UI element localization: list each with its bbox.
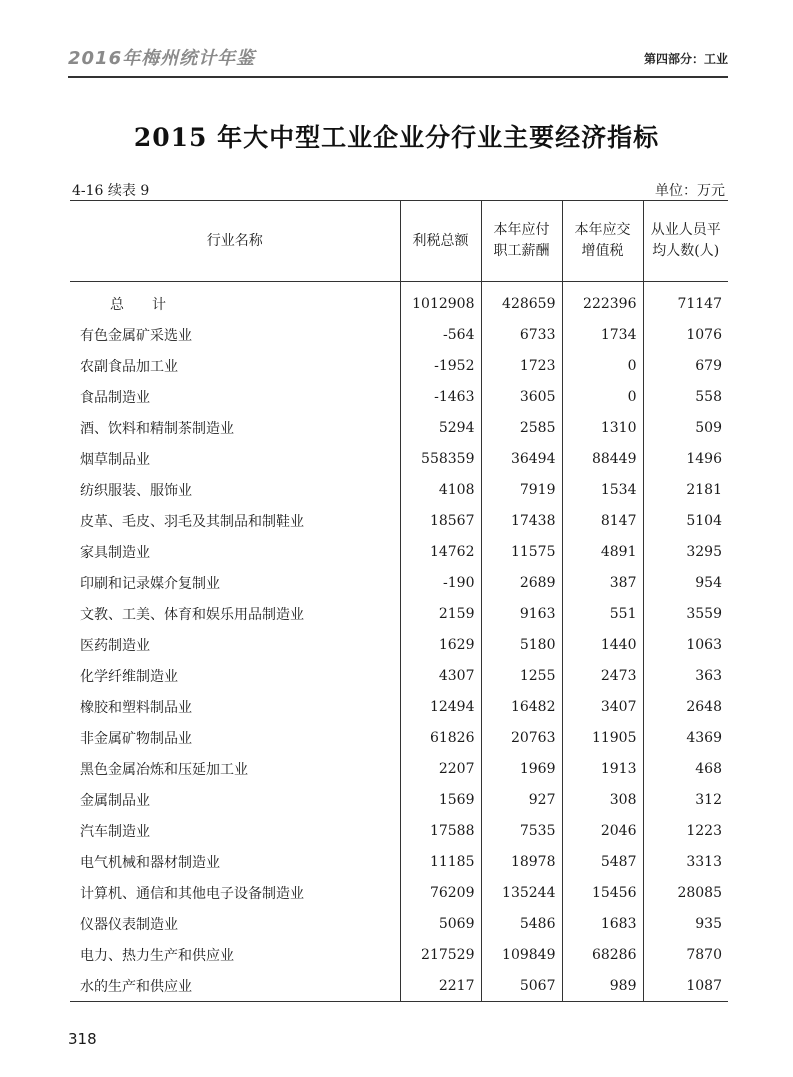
- profit-tax-cell: -564: [400, 319, 481, 350]
- industry-name-cell: 总 计: [110, 296, 166, 313]
- wages-cell: 20763: [481, 722, 562, 753]
- wages-cell: 1255: [481, 660, 562, 691]
- table-row: [70, 660, 728, 691]
- wages-cell: 2689: [481, 567, 562, 598]
- wages-cell: 428659: [481, 282, 562, 320]
- employees-cell: 1076: [643, 319, 728, 350]
- table-row: [70, 443, 728, 474]
- employees-cell: 4369: [643, 722, 728, 753]
- wages-cell: 927: [481, 784, 562, 815]
- vat-cell: 308: [562, 784, 643, 815]
- industry-name-cell: 非金属矿物制品业: [80, 730, 192, 747]
- industry-name-cell: 金属制品业: [80, 792, 150, 809]
- wages-cell: 5180: [481, 629, 562, 660]
- table-row: [70, 939, 728, 970]
- vat-cell: 1683: [562, 908, 643, 939]
- employees-cell: 71147: [643, 282, 728, 320]
- industry-name-cell: 水的生产和供应业: [70, 970, 400, 1002]
- table-row: [70, 536, 728, 567]
- section-label: 第四部分：工业: [643, 52, 728, 66]
- employees-cell: 1063: [643, 629, 728, 660]
- employees-cell: 2648: [643, 691, 728, 722]
- employees-cell: 3313: [643, 846, 728, 877]
- employees-cell: 679: [643, 350, 728, 381]
- table-row: [70, 505, 728, 536]
- vat-cell: 989: [562, 970, 643, 1002]
- total-row: [70, 282, 728, 320]
- vat-cell: 1440: [562, 629, 643, 660]
- vat-cell: 222396: [562, 282, 643, 320]
- table-row: [70, 629, 728, 660]
- vat-cell: 3407: [562, 691, 643, 722]
- table-row: [70, 598, 728, 629]
- industry-name-cell: 印刷和记录媒介复制业: [80, 575, 220, 592]
- vat-cell: 2046: [562, 815, 643, 846]
- wages-cell: 17438: [481, 505, 562, 536]
- profit-tax-cell: 4307: [400, 660, 481, 691]
- profit-tax-cell: 1012908: [400, 282, 481, 320]
- table-row: [70, 567, 728, 598]
- industry-name-cell: 橡胶和塑料制品业: [80, 699, 192, 716]
- profit-tax-cell: -190: [400, 567, 481, 598]
- wages-cell: 7535: [481, 815, 562, 846]
- industry-name-cell: 酒、饮料和精制茶制造业: [80, 420, 234, 437]
- column-header-employees: 从业人员平 均人数(人): [643, 201, 728, 282]
- wages-cell: 9163: [481, 598, 562, 629]
- table-row: [70, 877, 728, 908]
- table-row: [70, 319, 728, 350]
- vat-cell: 1310: [562, 412, 643, 443]
- industry-name-cell: 农副食品加工业: [80, 358, 178, 375]
- table-row: [70, 846, 728, 877]
- profit-tax-cell: 2159: [400, 598, 481, 629]
- industry-name-cell: 有色金属矿采选业: [80, 327, 192, 344]
- profit-tax-cell: 5069: [400, 908, 481, 939]
- vat-cell: 4891: [562, 536, 643, 567]
- employees-cell: 468: [643, 753, 728, 784]
- vat-cell: 68286: [562, 939, 643, 970]
- profit-tax-cell: 11185: [400, 846, 481, 877]
- industry-name-cell: 化学纤维制造业: [80, 668, 178, 685]
- table-row: [70, 381, 728, 412]
- industry-name-cell: 烟草制品业: [80, 451, 150, 468]
- profit-tax-cell: 2207: [400, 753, 481, 784]
- profit-tax-cell: 12494: [400, 691, 481, 722]
- industry-name-cell: 纺织服装、服饰业: [80, 482, 192, 499]
- employees-cell: 312: [643, 784, 728, 815]
- wages-cell: 1969: [481, 753, 562, 784]
- table-row: [70, 474, 728, 505]
- vat-cell: 551: [562, 598, 643, 629]
- vat-cell: 2473: [562, 660, 643, 691]
- vat-cell: 1534: [562, 474, 643, 505]
- page-header: [68, 42, 728, 78]
- profit-tax-cell: 5294: [400, 412, 481, 443]
- table-row: [70, 908, 728, 939]
- industry-name-cell: 医药制造业: [80, 637, 150, 654]
- vat-cell: 0: [562, 350, 643, 381]
- table-body: [70, 282, 728, 1002]
- wages-cell: 36494: [481, 443, 562, 474]
- wages-cell: 11575: [481, 536, 562, 567]
- table-row: [70, 784, 728, 815]
- column-header-industry: 行业名称: [70, 201, 400, 282]
- column-header-wages: 本年应付 职工薪酬: [481, 201, 562, 282]
- table-row: [70, 815, 728, 846]
- employees-cell: 28085: [643, 877, 728, 908]
- table-row: [70, 722, 728, 753]
- profit-tax-cell: 14762: [400, 536, 481, 567]
- industry-name-cell: 家具制造业: [80, 544, 150, 561]
- employees-cell: 1496: [643, 443, 728, 474]
- wages-cell: 135244: [481, 877, 562, 908]
- wages-cell: 109849: [481, 939, 562, 970]
- profit-tax-cell: -1952: [400, 350, 481, 381]
- industry-name-cell: 皮革、毛皮、羽毛及其制品和制鞋业: [80, 513, 304, 530]
- wages-cell: 18978: [481, 846, 562, 877]
- page-number: 318: [68, 1030, 97, 1048]
- wages-cell: 5067: [481, 970, 562, 1002]
- vat-cell: 11905: [562, 722, 643, 753]
- industry-name-cell: 仪器仪表制造业: [80, 916, 178, 933]
- wages-cell: 7919: [481, 474, 562, 505]
- table-code: 4-16 续表 9: [72, 183, 150, 199]
- profit-tax-cell: 17588: [400, 815, 481, 846]
- industry-name-cell: 食品制造业: [80, 389, 150, 406]
- column-header-profit-tax: 利税总额: [400, 201, 481, 282]
- vat-cell: 0: [562, 381, 643, 412]
- profit-tax-cell: 76209: [400, 877, 481, 908]
- industry-name-cell: 电气机械和器材制造业: [80, 854, 220, 871]
- industry-name-cell: 汽车制造业: [80, 823, 150, 840]
- employees-cell: 2181: [643, 474, 728, 505]
- vat-cell: 8147: [562, 505, 643, 536]
- profit-tax-cell: 1569: [400, 784, 481, 815]
- table-title: 2015 年大中型工业企业分行业主要经济指标: [133, 123, 660, 152]
- unit-label: 单位：万元: [655, 183, 725, 199]
- employees-cell: 3295: [643, 536, 728, 567]
- employees-cell: 363: [643, 660, 728, 691]
- employees-cell: 7870: [643, 939, 728, 970]
- profit-tax-cell: 2217: [400, 970, 481, 1002]
- yearbook-title: 2016年梅州统计年鉴: [68, 48, 256, 69]
- table-row: [70, 691, 728, 722]
- employees-cell: 954: [643, 567, 728, 598]
- employees-cell: 558: [643, 381, 728, 412]
- vat-cell: 387: [562, 567, 643, 598]
- vat-cell: 1913: [562, 753, 643, 784]
- profit-tax-cell: 217529: [400, 939, 481, 970]
- profit-tax-cell: 61826: [400, 722, 481, 753]
- table-row: [70, 753, 728, 784]
- wages-cell: 5486: [481, 908, 562, 939]
- table-row: [70, 350, 728, 381]
- employees-cell: 1223: [643, 815, 728, 846]
- table-row: [70, 970, 728, 1002]
- employees-cell: 935: [643, 908, 728, 939]
- profit-tax-cell: -1463: [400, 381, 481, 412]
- table-header-row: [70, 201, 728, 282]
- industry-name-cell: 电力、热力生产和供应业: [80, 947, 234, 964]
- employees-cell: 5104: [643, 505, 728, 536]
- wages-cell: 3605: [481, 381, 562, 412]
- wages-cell: 6733: [481, 319, 562, 350]
- vat-cell: 88449: [562, 443, 643, 474]
- vat-cell: 1734: [562, 319, 643, 350]
- profit-tax-cell: 4108: [400, 474, 481, 505]
- employees-cell: 1087: [643, 970, 728, 1002]
- profit-tax-cell: 18567: [400, 505, 481, 536]
- industry-name-cell: 计算机、通信和其他电子设备制造业: [80, 885, 304, 902]
- wages-cell: 1723: [481, 350, 562, 381]
- industry-name-cell: 黑色金属冶炼和压延加工业: [80, 761, 248, 778]
- employees-cell: 509: [643, 412, 728, 443]
- industry-name-cell: 文教、工美、体育和娱乐用品制造业: [80, 606, 304, 623]
- profit-tax-cell: 558359: [400, 443, 481, 474]
- vat-cell: 15456: [562, 877, 643, 908]
- wages-cell: 2585: [481, 412, 562, 443]
- indicator-table: [70, 200, 728, 1002]
- column-header-vat: 本年应交 增值税: [562, 201, 643, 282]
- wages-cell: 16482: [481, 691, 562, 722]
- vat-cell: 5487: [562, 846, 643, 877]
- profit-tax-cell: 1629: [400, 629, 481, 660]
- table-row: [70, 412, 728, 443]
- employees-cell: 3559: [643, 598, 728, 629]
